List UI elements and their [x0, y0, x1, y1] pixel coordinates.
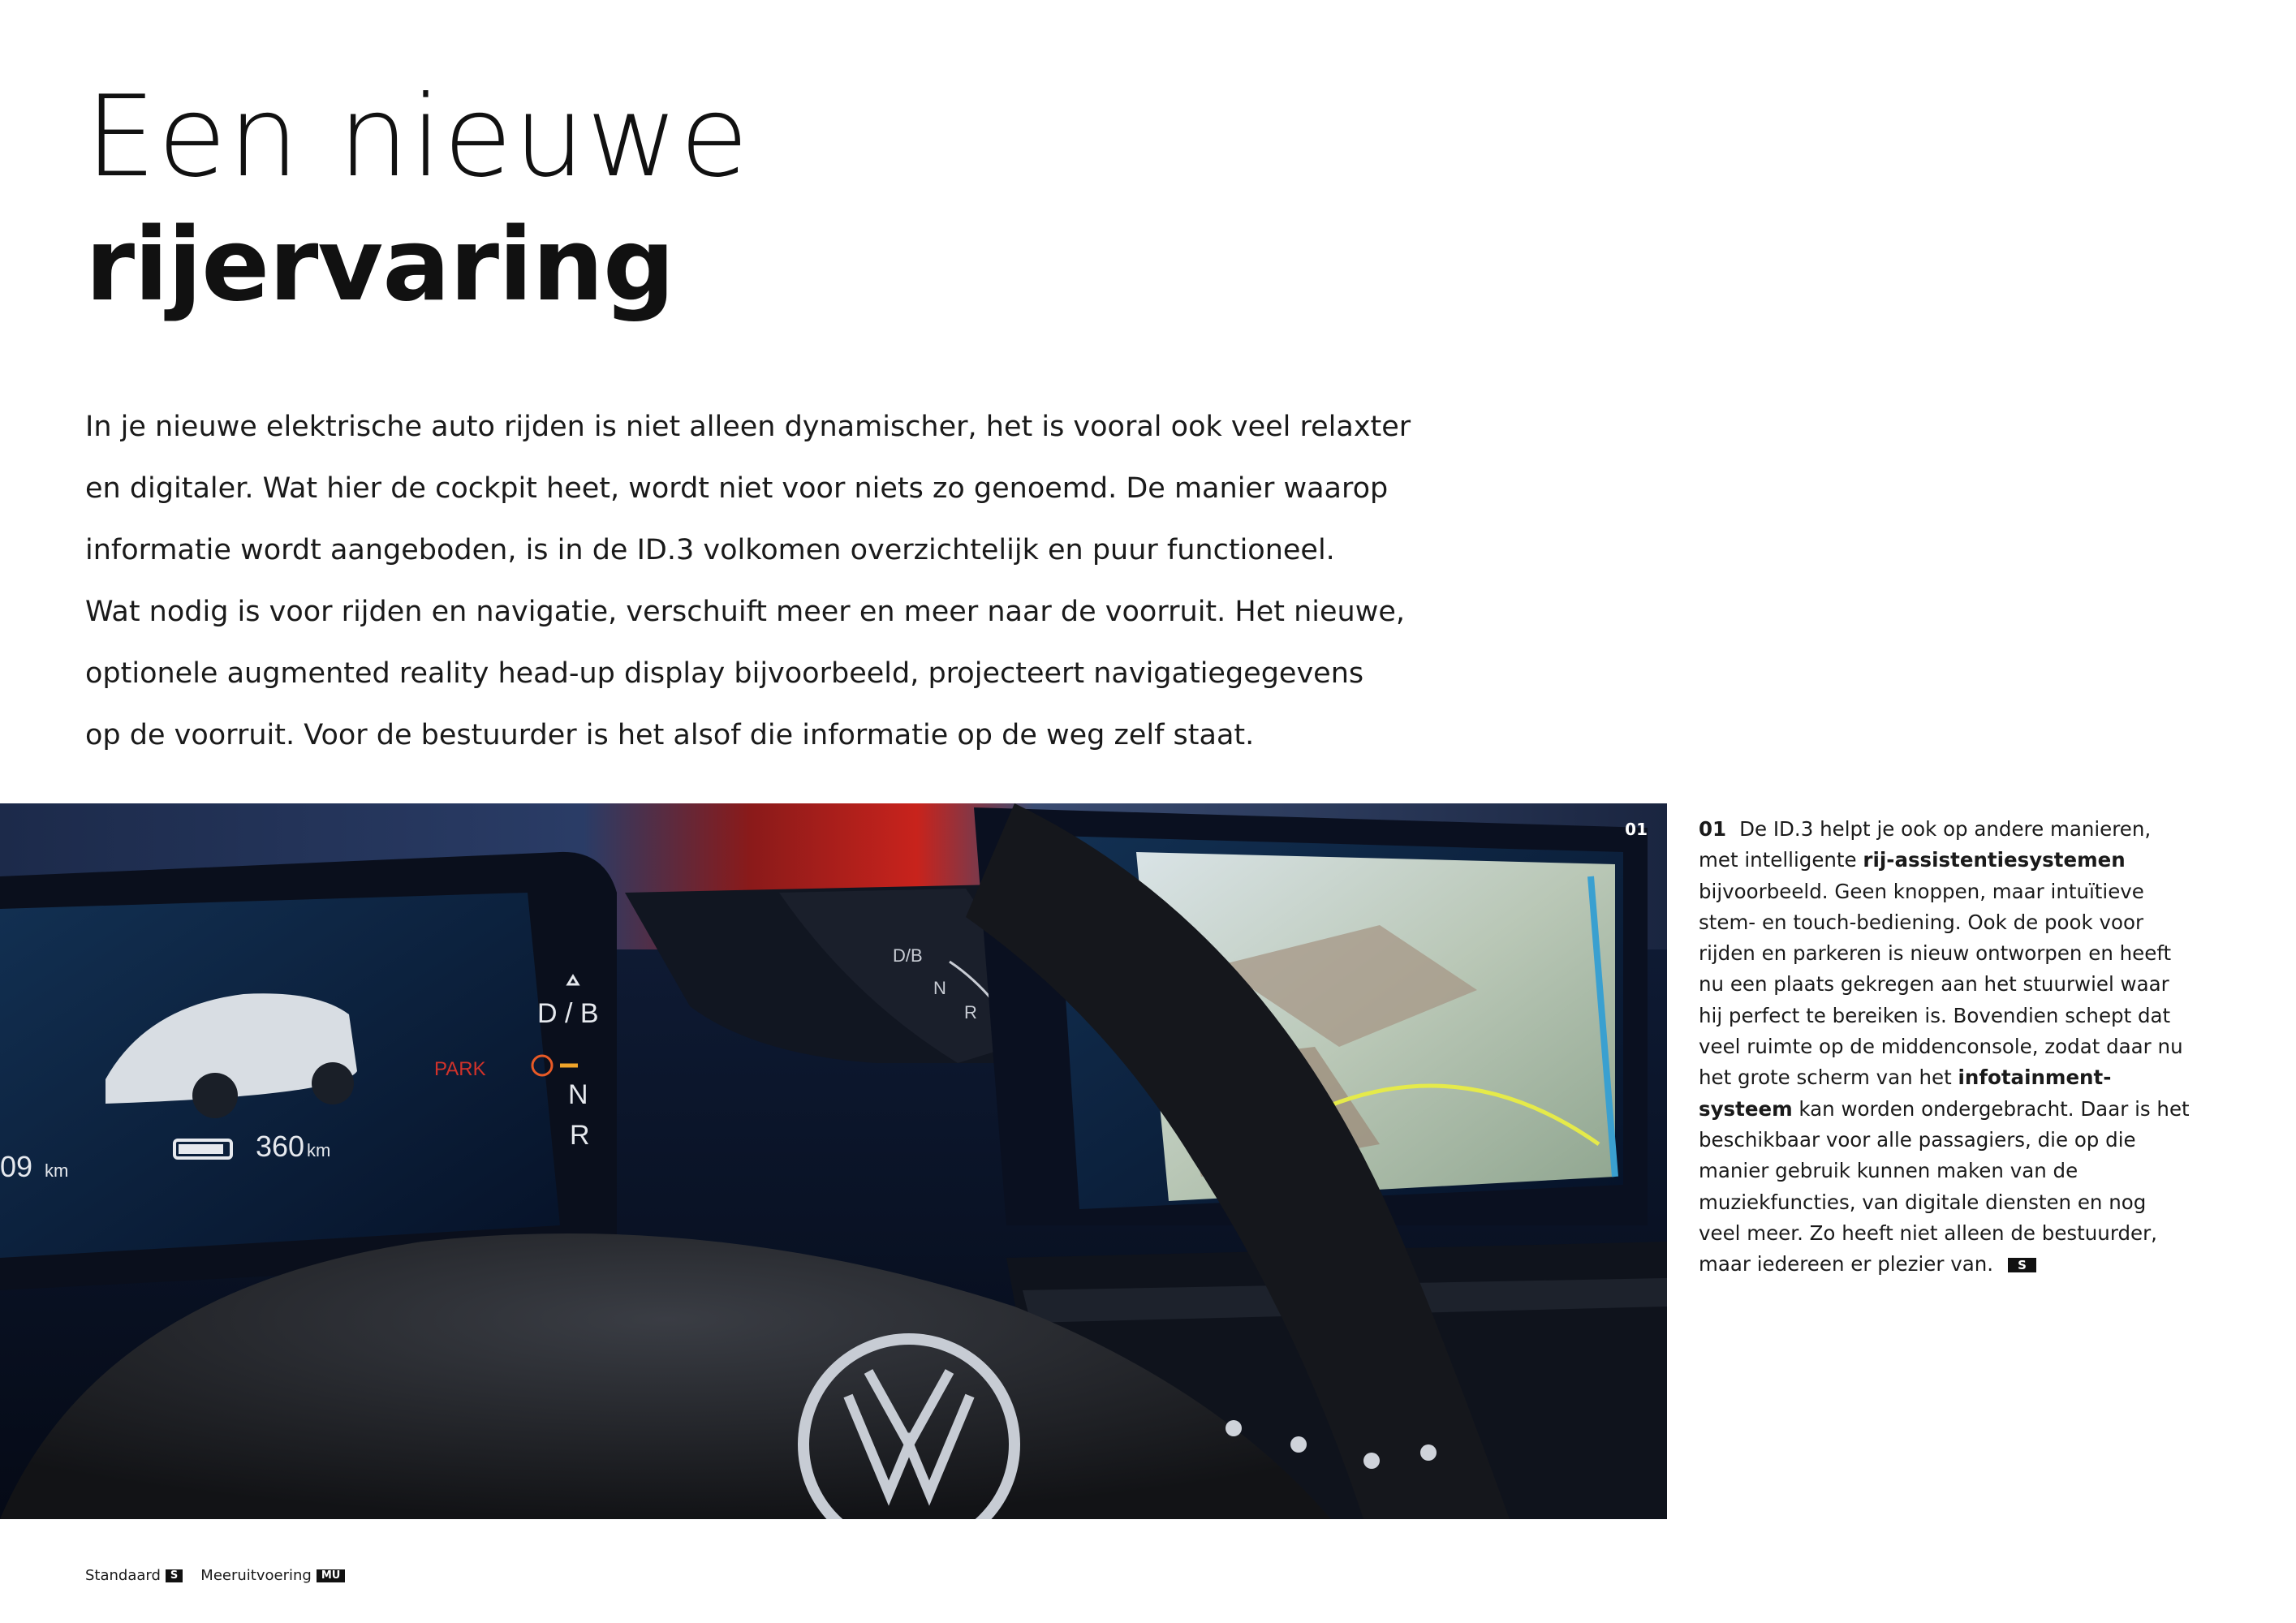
legend-standard-label: Standaard	[85, 1567, 161, 1584]
svg-text:km: km	[45, 1160, 69, 1181]
legend-option-label: Meeruitvoering	[200, 1567, 312, 1584]
caption-bold-term: rij-assistentiesystemen	[1863, 848, 2126, 872]
intro-line: en digitaler. Wat hier de cockpit heet, wordt niet voor niets zo genoemd. De manier waarop	[85, 472, 1389, 505]
svg-text:R: R	[570, 1120, 590, 1151]
svg-text:km: km	[307, 1140, 331, 1160]
intro-line: Wat nodig is voor rijden en navigatie, verschuift meer en meer naar de voorruit. Het nieuwe,	[85, 596, 1405, 628]
cockpit-illustration	[0, 803, 1667, 1519]
intro-line: In je nieuwe elektrische auto rijden is niet alleen dynamischer, het is vooral ook veel relaxter	[85, 411, 1411, 443]
svg-text:PARK: PARK	[434, 1058, 486, 1080]
photo-number: 01	[1625, 820, 1648, 839]
legend-option-badge: MU	[317, 1569, 346, 1582]
intro-line: op de voorruit. Voor de bestuurder is het alsof die informatie op de weg zelf staat.	[85, 719, 1255, 751]
svg-text:360: 360	[256, 1130, 305, 1163]
svg-text:N: N	[933, 978, 946, 998]
equipment-legend	[85, 1567, 363, 1584]
caption-number: 01	[1699, 817, 1727, 841]
legend-standard-badge: S	[166, 1569, 183, 1582]
intro-paragraph	[85, 396, 1416, 766]
photo-caption	[1699, 814, 2194, 1280]
page-title-bold: rijervaring	[85, 207, 674, 324]
caption-bold-term: infotainment-systeem	[1699, 1065, 2112, 1121]
svg-text:D/B: D/B	[893, 945, 923, 966]
svg-text:N: N	[568, 1079, 588, 1110]
standard-badge: S	[2008, 1258, 2036, 1272]
caption-text: De ID.3 helpt je ook op andere manieren, met intelligente	[1699, 817, 2152, 872]
page-title-light: Een nieuwe	[85, 71, 751, 202]
cockpit-photo	[0, 803, 1667, 1519]
caption-text: bijvoorbeeld. Geen knoppen, maar intuïtieve stem- en touch-bediening. Ook de pook voor rijden en parkeren is nieuw ontworpen en heeft nu een plaats gekregen aan het stuurwiel waar hij perfect te bereiken is. Bovendien schept dat veel ruimte op de middenconsole, zodat daar nu het grote scherm van het	[1699, 879, 2183, 1090]
svg-text:D / B: D / B	[537, 998, 599, 1029]
intro-line: informatie wordt aangeboden, is in de ID.3 volkomen overzichtelijk en puur functioneel.	[85, 534, 1335, 566]
intro-line: optionele augmented reality head-up display bijvoorbeeld, projecteert navigatiegegevens	[85, 657, 1364, 690]
svg-text:09: 09	[0, 1150, 33, 1183]
caption-text: kan worden ondergebracht. Daar is het beschikbaar voor alle passagiers, die op die manier gebruik kunnen maken van de muziekfuncties, van digitale diensten en nog veel meer. Zo heeft niet alleen de bestuurder, maar iedereen er plezier van.	[1699, 1096, 2190, 1276]
svg-text:R: R	[964, 1002, 977, 1022]
